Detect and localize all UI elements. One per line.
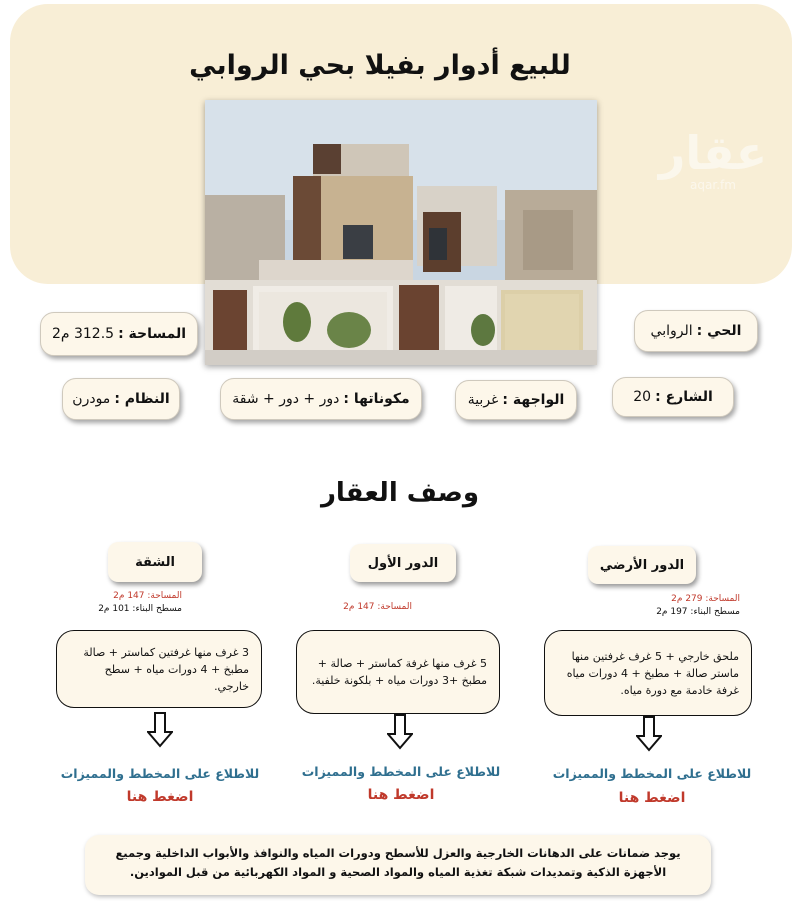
floor-description-apartment: 3 غرف منها غرفتين كماستر + صالة مطبخ + 4 دورات مياه + سطح خارجي. bbox=[56, 630, 262, 708]
district-pill bbox=[634, 310, 758, 352]
aqar-watermark-logo bbox=[648, 128, 778, 200]
components-value: دور + دور + شقة bbox=[232, 391, 340, 407]
down-arrow-icon bbox=[147, 712, 173, 748]
area-label: المساحة : bbox=[118, 326, 187, 342]
down-arrow-icon bbox=[387, 714, 413, 750]
plan-link-apartment[interactable]: للاطلاع على المخطط والمميزات bbox=[60, 766, 260, 781]
page-title: للبيع أدوار بفيلا بحي الروابي bbox=[189, 50, 571, 81]
district-value: الروابي bbox=[650, 323, 693, 339]
down-arrow-icon bbox=[636, 716, 662, 752]
floor-tab-first: الدور الأول bbox=[350, 544, 456, 582]
district-label: الحي : bbox=[696, 323, 742, 339]
street-value: 20 bbox=[633, 389, 652, 405]
floor-meta-first bbox=[300, 601, 412, 614]
floor-meta-apartment bbox=[60, 590, 182, 616]
system-label: النظام : bbox=[114, 391, 170, 407]
floor-area-first: المساحة: 147 م2 bbox=[343, 602, 412, 612]
area-value: 312.5 م2 bbox=[51, 326, 115, 342]
section-title: وصف العقار bbox=[320, 478, 480, 508]
villa-illustration bbox=[205, 100, 597, 365]
facade-pill bbox=[455, 380, 577, 420]
villa-photo bbox=[205, 100, 597, 365]
floor-area-ground: المساحة: 279 م2 bbox=[671, 594, 740, 604]
floor-description-first: 5 غرف منها غرفة كماستر + صالة + مطبخ +3 دورات مياه + بلكونة خلفية. bbox=[296, 630, 500, 714]
floor-area-apartment: المساحة: 147 م2 bbox=[113, 591, 182, 601]
area-pill bbox=[40, 312, 198, 356]
floor-meta-ground bbox=[560, 593, 740, 619]
system-pill bbox=[62, 378, 180, 420]
press-here-ground[interactable]: اضغط هنا bbox=[618, 790, 686, 806]
components-label: مكوناتها : bbox=[343, 391, 410, 407]
street-pill bbox=[612, 377, 734, 417]
floor-tab-ground: الدور الأرضي bbox=[588, 546, 696, 584]
plan-link-ground[interactable]: للاطلاع على المخطط والمميزات bbox=[552, 766, 752, 781]
floor-roof-ground: مسطح البناء: 197 م2 bbox=[656, 607, 740, 617]
press-here-first[interactable]: اضغط هنا bbox=[367, 787, 435, 803]
watermark-sub: aqar.fm bbox=[690, 178, 736, 192]
floor-roof-apartment: مسطح البناء: 101 م2 bbox=[98, 604, 182, 614]
facade-value: غربية bbox=[467, 392, 499, 408]
press-here-apartment[interactable]: اضغط هنا bbox=[126, 789, 194, 805]
street-label: الشارع : bbox=[655, 389, 713, 405]
components-pill bbox=[220, 378, 422, 420]
plan-link-first[interactable]: للاطلاع على المخطط والمميزات bbox=[301, 764, 501, 779]
watermark-main: عقار bbox=[658, 126, 768, 180]
floor-tab-apartment: الشقة bbox=[108, 542, 202, 582]
warranty-note: يوجد ضمانات على الدهانات الخارجية والعزل للأسطح ودورات المياه والنوافذ والأبواب الداخلية وجميع الأجهزة الذكية وتمديدات شبكة تغذية المياه والمواد الصحية و المواد الكهربائية من قبل الموادين. bbox=[85, 835, 711, 895]
facade-label: الواجهة : bbox=[502, 392, 565, 408]
system-value: مودرن bbox=[72, 391, 111, 407]
floor-description-ground: ملحق خارجي + 5 غرف غرفتين منها ماستر صالة + مطبخ + 4 دورات مياه غرفة خادمة مع دورة مياه. bbox=[544, 630, 752, 716]
